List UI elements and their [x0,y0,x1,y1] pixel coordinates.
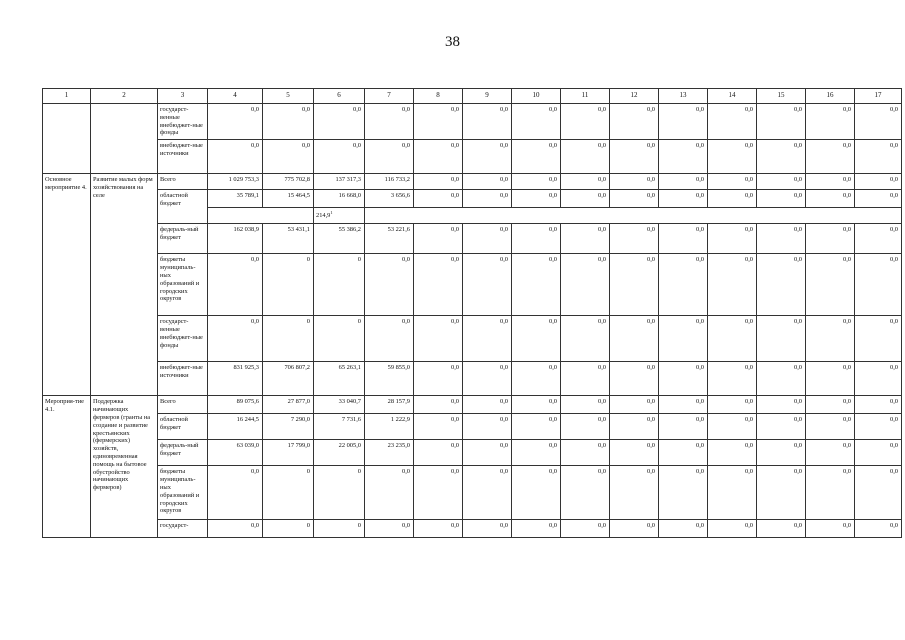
value-cell: 0,0 [757,440,806,466]
value-cell: 0 [314,254,365,316]
value-cell: 116 733,2 [365,174,414,190]
value-cell: 0,0 [512,224,561,254]
activity-code: Основное мероприятие 4. [43,174,91,396]
value-cell: 0,0 [806,440,855,466]
value-cell: 0,0 [659,224,708,254]
value-cell: 775 702,8 [263,174,314,190]
value-cell: 0,0 [208,316,263,362]
value-cell: 53 221,6 [365,224,414,254]
value-cell: 0,0 [561,362,610,396]
value-cell: 0,0 [757,174,806,190]
value-cell: 0,0 [659,316,708,362]
value-cell: 0,0 [463,466,512,520]
value-cell: 0,0 [414,414,463,440]
value-cell: 7 731,6 [314,414,365,440]
value-cell: 831 925,3 [208,362,263,396]
value-cell: 0,0 [263,140,314,174]
value-cell: 0,0 [757,316,806,362]
value-cell: 0,0 [512,174,561,190]
funding-source: Всего [158,396,208,414]
value-cell: 0,0 [561,104,610,140]
value-cell: 0,0 [561,224,610,254]
table-row [43,174,902,190]
value-cell: 0,0 [463,174,512,190]
funding-source: государст- [158,520,208,538]
value-cell: 0,0 [561,520,610,538]
value-cell: 0,0 [708,466,757,520]
activity-name: Поддержка начинающих фермеров (гранты на создание и развитие крестьянских (фермерских) хозяйств, единовременная помощь на бытовое обустройство начинающих фермеров) [91,396,158,538]
value-cell: 0,0 [806,140,855,174]
value-cell: 0,0 [512,190,561,208]
value-cell: 0,0 [512,254,561,316]
value-cell: 0,0 [757,520,806,538]
value-cell: 63 039,0 [208,440,263,466]
value-cell: 0,0 [855,254,902,316]
value-cell: 0,0 [561,316,610,362]
value-cell: 0,0 [708,414,757,440]
value-cell: 162 038,9 [208,224,263,254]
table-row [43,440,902,466]
value-cell: 0,0 [512,520,561,538]
budget-table [42,88,902,538]
value-cell: 0,0 [610,224,659,254]
table-row [43,362,902,396]
funding-source: федераль-ный бюджет [158,224,208,254]
value-cell: 0,0 [365,466,414,520]
table-row [43,190,902,208]
value-cell: 0,0 [855,104,902,140]
value-cell: 0,0 [414,140,463,174]
funding-source: федераль-ный бюджет [158,440,208,466]
value-cell: 89 075,6 [208,396,263,414]
value-cell: 0,0 [512,396,561,414]
value-cell: 0 [263,520,314,538]
value-cell: 0,0 [414,466,463,520]
value-cell: 0,0 [208,254,263,316]
value-cell: 0,0 [708,104,757,140]
value-cell: 16 668,0 [314,190,365,208]
value-cell: 0,0 [855,520,902,538]
value-cell: 0,0 [561,174,610,190]
table-row [43,104,902,140]
value-cell: 137 317,3 [314,174,365,190]
value-cell: 0,0 [659,140,708,174]
value-cell: 706 807,2 [263,362,314,396]
table-row [43,520,902,538]
table-row [43,224,902,254]
value-cell: 0,0 [610,254,659,316]
value-cell: 0,0 [610,140,659,174]
value-cell: 0,0 [414,362,463,396]
value-cell: 0,0 [806,362,855,396]
value-cell: 0,0 [610,174,659,190]
value-cell: 0,0 [757,396,806,414]
activity-code [43,104,91,174]
value-cell: 0,0 [855,174,902,190]
value-cell: 0,0 [610,190,659,208]
value-cell: 0,0 [757,414,806,440]
column-header: 3 [158,89,208,104]
value-cell: 0,0 [610,440,659,466]
funding-source: областной бюджет [158,414,208,440]
value-cell: 0,0 [365,316,414,362]
table-row [43,140,902,174]
funding-source: государст-венные внебюджет-ные фонды [158,316,208,362]
value-cell: 0,0 [757,254,806,316]
value-cell: 3 656,6 [365,190,414,208]
funding-source: Всего [158,174,208,190]
value-cell: 0,0 [414,104,463,140]
value-cell: 0,0 [414,316,463,362]
value-cell: 22 005,0 [314,440,365,466]
value-cell: 0,0 [561,414,610,440]
funding-source: бюджеты муниципаль-ных образований и городских округов [158,254,208,316]
additional-value-text: 214,9 [316,212,331,220]
column-header: 14 [708,89,757,104]
table-row [43,254,902,316]
value-cell: 0,0 [512,440,561,466]
value-cell: 0,0 [414,174,463,190]
column-header: 17 [855,89,902,104]
column-header: 16 [806,89,855,104]
value-cell: 0,0 [708,316,757,362]
activity-code: Мероприя-тие 4.1. [43,396,91,538]
funding-source: бюджеты муниципаль-ных образований и городских округов [158,466,208,520]
value-cell: 55 386,2 [314,224,365,254]
value-cell: 0,0 [855,316,902,362]
value-cell: 15 464,5 [263,190,314,208]
value-cell: 27 877,0 [263,396,314,414]
value-cell: 0,0 [806,224,855,254]
value-cell: 0,0 [414,396,463,414]
value-cell: 0,0 [708,440,757,466]
value-cell: 7 290,0 [263,414,314,440]
value-cell: 0,0 [610,316,659,362]
value-cell: 0,0 [463,316,512,362]
column-header: 11 [561,89,610,104]
value-cell: 0,0 [806,396,855,414]
value-cell: 0,0 [855,190,902,208]
value-cell: 0 [263,254,314,316]
value-cell: 0,0 [414,254,463,316]
value-cell: 0,0 [855,466,902,520]
value-cell: 0,0 [708,254,757,316]
value-cell: 0,0 [463,104,512,140]
value-cell: 0,0 [806,174,855,190]
value-cell: 23 235,0 [365,440,414,466]
value-cell: 65 263,1 [314,362,365,396]
value-cell: 0,0 [365,520,414,538]
value-cell: 0,0 [659,362,708,396]
column-header: 6 [314,89,365,104]
column-header: 1 [43,89,91,104]
value-cell: 0,0 [414,190,463,208]
value-cell: 1 029 753,3 [208,174,263,190]
value-cell: 0 [314,466,365,520]
value-cell: 0,0 [708,520,757,538]
value-cell: 0,0 [659,520,708,538]
value-cell: 0 [314,316,365,362]
value-cell: 0,0 [561,396,610,414]
value-cell: 33 040,7 [314,396,365,414]
value-cell: 0,0 [414,440,463,466]
value-cell: 0,0 [610,104,659,140]
value-cell: 0,0 [855,362,902,396]
value-cell: 0,0 [463,362,512,396]
value-cell: 0,0 [757,362,806,396]
value-cell: 0,0 [659,466,708,520]
value-cell: 0,0 [757,104,806,140]
column-header: 5 [263,89,314,104]
value-cell: 0,0 [659,414,708,440]
value-cell: 0,0 [365,254,414,316]
column-header: 9 [463,89,512,104]
value-cell: 0,0 [659,440,708,466]
value-cell: 0,0 [263,104,314,140]
activity-name [91,104,158,174]
value-cell: 0,0 [512,414,561,440]
value-cell: 0,0 [855,414,902,440]
value-cell: 0,0 [561,190,610,208]
column-header: 12 [610,89,659,104]
value-cell: 0,0 [708,362,757,396]
value-cell: 0,0 [512,316,561,362]
funding-source: внебюджет-ные источники [158,140,208,174]
value-cell: 59 855,0 [365,362,414,396]
value-cell: 0,0 [314,104,365,140]
value-cell: 0,0 [512,466,561,520]
value-cell: 0,0 [463,224,512,254]
column-header: 10 [512,89,561,104]
value-cell: 35 789,1 [208,190,263,208]
column-header: 2 [91,89,158,104]
value-cell: 0,0 [659,104,708,140]
value-cell: 0,0 [463,440,512,466]
value-cell: 16 244,5 [208,414,263,440]
value-cell: 0,0 [610,466,659,520]
value-cell: 0,0 [463,190,512,208]
column-header: 7 [365,89,414,104]
value-cell: 0,0 [659,254,708,316]
value-cell: 0,0 [806,520,855,538]
value-cell: 0,0 [659,396,708,414]
funding-source: государст-венные внебюджет-ные фонды [158,104,208,140]
value-cell: 0,0 [561,254,610,316]
value-cell: 0,0 [757,466,806,520]
value-cell: 0,0 [314,140,365,174]
value-cell: 0,0 [463,396,512,414]
table-row [43,414,902,440]
value-cell: 0,0 [463,520,512,538]
value-cell: 17 799,0 [263,440,314,466]
value-cell: 0 [263,316,314,362]
value-cell: 0,0 [561,440,610,466]
value-cell: 0,0 [757,190,806,208]
value-cell: 0,0 [208,466,263,520]
value-cell: 0,0 [855,396,902,414]
empty-cell [365,208,902,224]
value-cell: 0,0 [708,190,757,208]
page-number: 38 [445,34,460,50]
value-cell: 0,0 [806,466,855,520]
value-cell: 0,0 [708,396,757,414]
value-cell: 0,0 [708,174,757,190]
value-cell: 0,0 [708,224,757,254]
value-cell: 0,0 [806,104,855,140]
value-cell: 0,0 [463,254,512,316]
value-cell: 0,0 [208,104,263,140]
value-cell: 0,0 [855,224,902,254]
value-cell: 0,0 [512,104,561,140]
value-cell: 0,0 [708,140,757,174]
value-cell: 0,0 [610,414,659,440]
value-cell: 0,0 [561,466,610,520]
value-cell: 0,0 [757,140,806,174]
value-cell: 0,0 [414,520,463,538]
value-cell: 0,0 [463,414,512,440]
value-cell: 28 157,9 [365,396,414,414]
column-header: 8 [414,89,463,104]
value-cell: 0,0 [463,140,512,174]
value-cell: 1 222,9 [365,414,414,440]
value-cell: 0,0 [414,224,463,254]
header-row [43,89,902,104]
value-cell: 0,0 [610,520,659,538]
value-cell: 0,0 [855,440,902,466]
table-row [43,466,902,520]
table-row [43,316,902,362]
column-header: 4 [208,89,263,104]
value-cell: 0,0 [806,316,855,362]
value-cell: 0,0 [561,140,610,174]
value-cell: 0,0 [512,362,561,396]
value-cell: 0 [263,466,314,520]
value-cell: 0,0 [757,224,806,254]
value-cell: 0,0 [659,190,708,208]
value-cell: 0,0 [208,520,263,538]
value-cell: 0,0 [855,140,902,174]
value-cell: 0,0 [610,396,659,414]
value-cell: 0,0 [806,190,855,208]
additional-value [314,208,365,224]
value-cell: 0,0 [806,254,855,316]
funding-source: областной бюджет [158,190,208,224]
value-cell: 0,0 [365,140,414,174]
activity-name: Развитие малых форм хозяйствования на селе [91,174,158,396]
value-cell: 0,0 [610,362,659,396]
column-header: 13 [659,89,708,104]
value-cell: 0 [314,520,365,538]
empty-cell [208,208,314,224]
value-cell: 0,0 [512,140,561,174]
value-cell: 0,0 [806,414,855,440]
column-header: 15 [757,89,806,104]
footnote-mark: 1 [330,210,333,216]
value-cell: 0,0 [659,174,708,190]
value-cell: 0,0 [365,104,414,140]
value-cell: 0,0 [208,140,263,174]
funding-source: внебюджет-ные источники [158,362,208,396]
table-row [43,396,902,414]
value-cell: 53 431,1 [263,224,314,254]
